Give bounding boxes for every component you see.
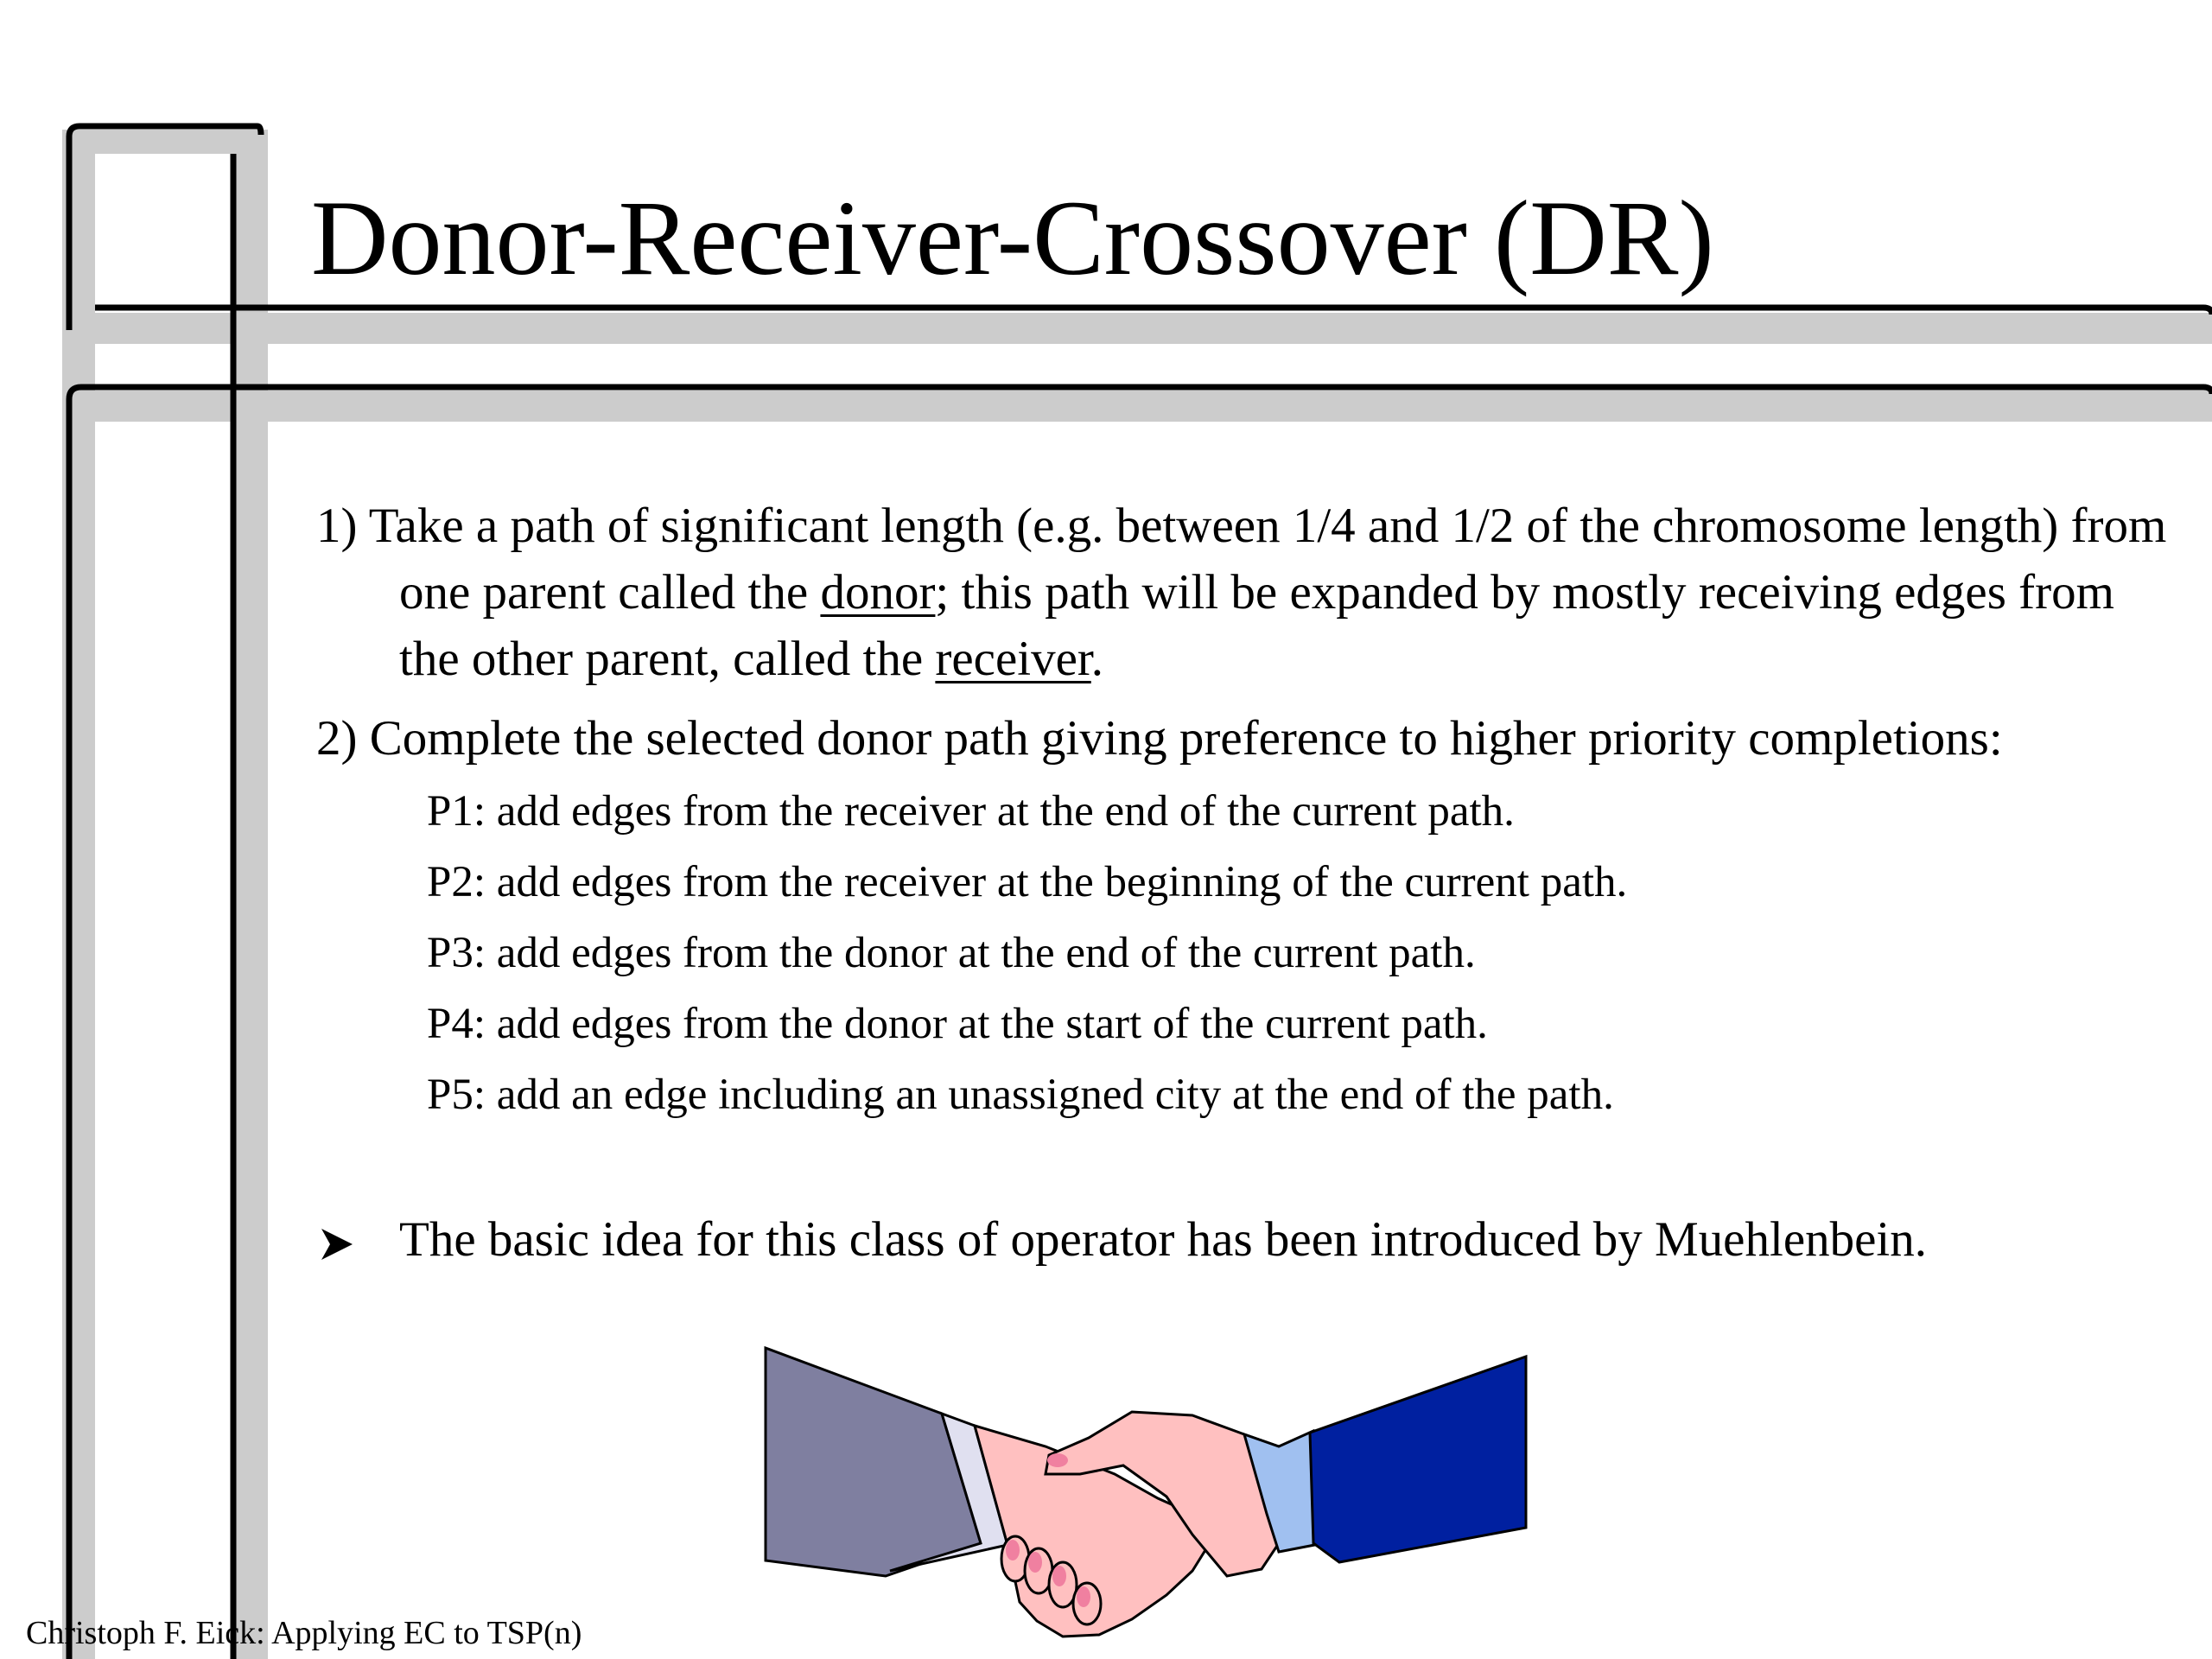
step-1-text-middle: ; this path will be expanded by mostly receiving edges from the other parent, called the [399, 565, 2114, 686]
step-2: 2) Complete the selected donor path giving preference to higher priority completions: [316, 711, 2003, 766]
priority-p5: P5: add an edge including an unassigned city at the end of the path. [427, 1071, 1614, 1119]
footer-credit: Christoph F. Eick: Applying EC to TSP(n) [26, 1615, 582, 1651]
step-1 [316, 493, 2174, 692]
term-donor: donor [820, 565, 936, 620]
priority-p4: P4: add edges from the donor at the start of the current path. [427, 1000, 1488, 1048]
priority-p2: P2: add edges from the receiver at the beginning of the current path. [427, 858, 1628, 906]
left-sleeve [766, 1348, 981, 1576]
right-sleeve [1310, 1357, 1526, 1562]
step-1-text-start: 1) Take a path of significant length (e.g. between 1/4 and 1/2 of the chromosome length) from one parent called the [316, 499, 2167, 620]
right-thumb-nail [1047, 1453, 1068, 1467]
term-receiver: receiver [935, 632, 1091, 686]
priority-p1: P1: add edges from the receiver at the end of the current path. [427, 787, 1515, 836]
slide-body [316, 493, 2174, 1273]
priority-list [316, 785, 2174, 1122]
arrowhead-bullet-icon [320, 1227, 354, 1262]
handshake-icon [760, 1344, 1538, 1649]
priority-p3: P3: add edges from the donor at the end of the current path. [427, 929, 1476, 977]
step-1-text-end: . [1090, 632, 1103, 686]
bullet-text: The basic idea for this class of operator has been introduced by Muehlenbein. [399, 1212, 1928, 1267]
slide-title: Donor-Receiver-Crossover (DR) [311, 179, 1714, 297]
bullet-muehlenbein [316, 1206, 2174, 1273]
